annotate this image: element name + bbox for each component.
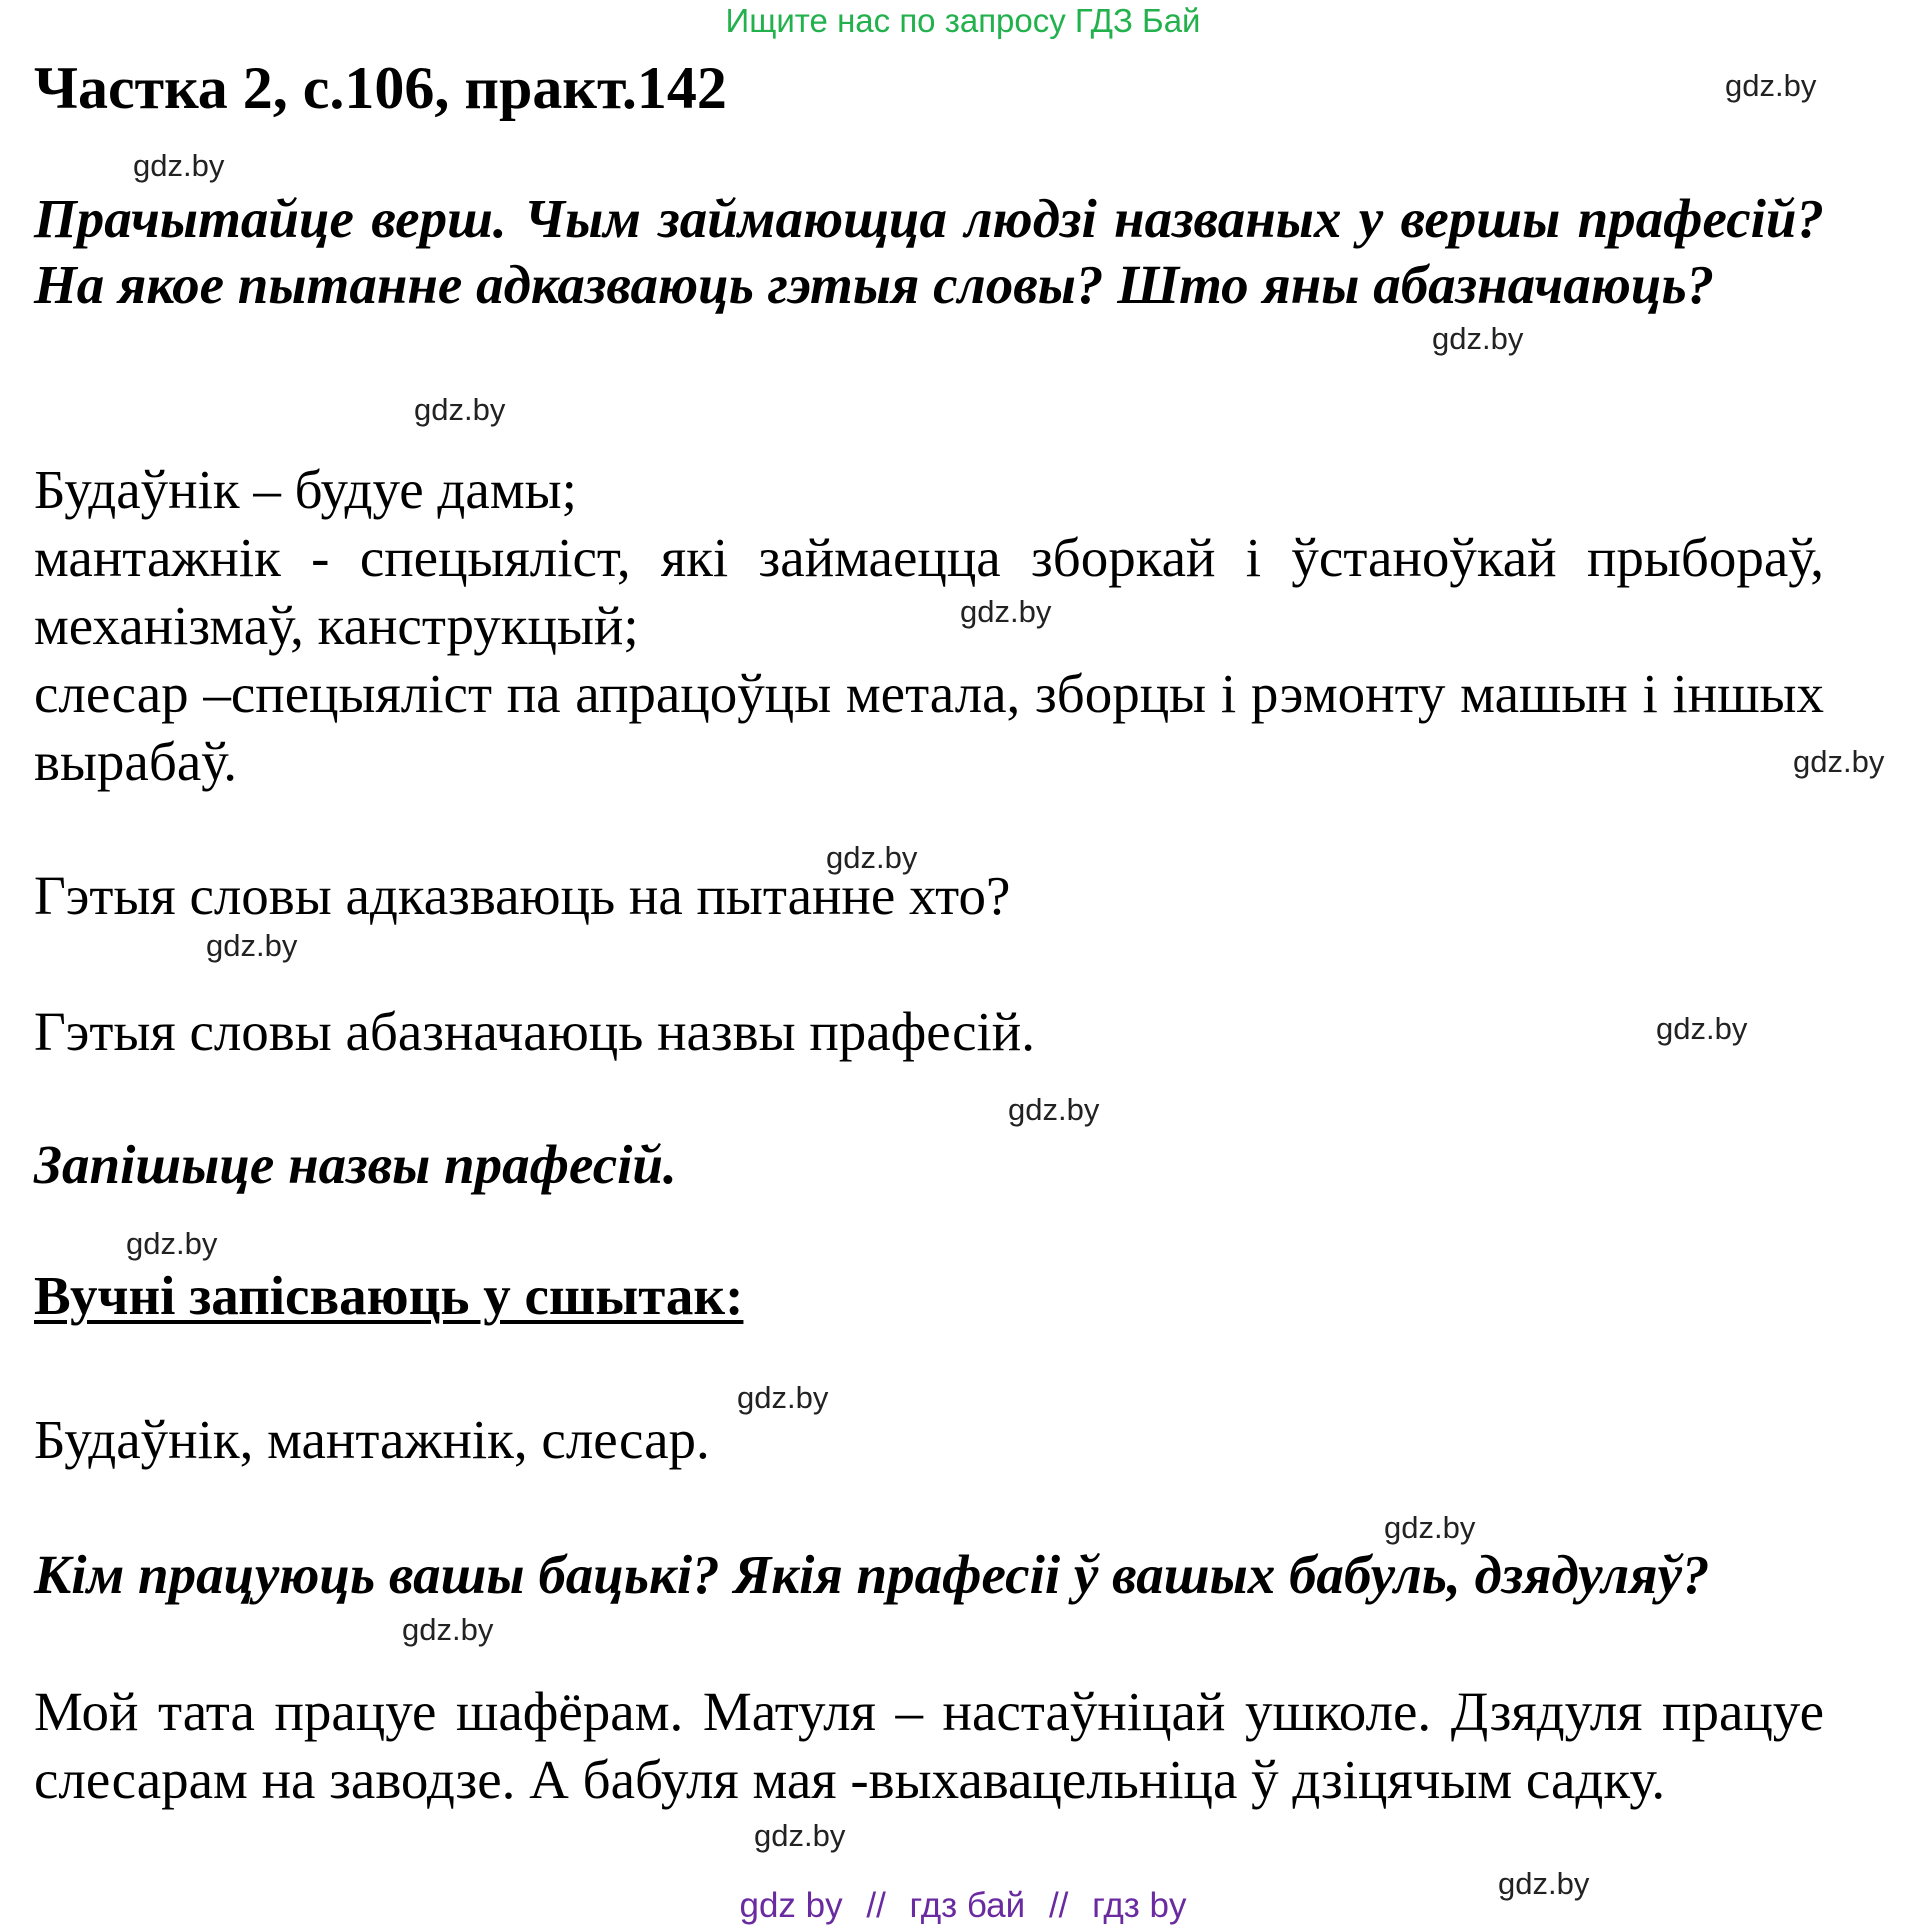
answer-line: мантажнік - спецыяліст, які займаецца зборкай і ўстаноўкай прыбораў, механізмаў, канструкцый; [34, 527, 1824, 656]
watermark: gdz.by [1656, 1011, 1748, 1046]
task-instruction-3: Кім працуюць вашы бацькі? Якія прафесіі ў вашых бабуль, дзядуляў? [34, 1544, 1710, 1605]
watermark: gdz.by [1498, 1866, 1590, 1901]
answer-professions: Будаўнік, мантажнік, слесар. [34, 1409, 710, 1470]
answer-meaning: Гэтыя словы абазначаюць назвы прафесій. [34, 1001, 1035, 1062]
section-heading: Вучні запісваюць у сшытак: [34, 1265, 744, 1326]
watermark: gdz.by [1793, 744, 1885, 779]
task-instruction-2: Запішыце назвы прафесій. [34, 1134, 677, 1195]
footer-separator: // [1048, 1886, 1069, 1925]
watermark: gdz.by [1725, 68, 1817, 103]
watermark: gdz.by [826, 840, 918, 875]
answer-question: Гэтыя словы адказваюць на пытанне хто? [34, 865, 1011, 926]
watermark: gdz.by [126, 1226, 218, 1261]
footer-link[interactable]: гдз by [1092, 1886, 1187, 1925]
answer-line: Будаўнік – будуе дамы; [34, 459, 577, 520]
promo-banner: Ищите нас по запросу ГДЗ Бай [725, 2, 1201, 39]
footer-separator: // [866, 1886, 886, 1925]
watermark: gdz.by [206, 928, 298, 963]
footer-link[interactable]: гдз бай [909, 1886, 1026, 1925]
task-instruction-1: Прачытайце верш. Чым займающца людзі названых у вершы прафесій? На якое пытанне адказваюць гэтыя словы? Што яны абазначаюць? [34, 188, 1824, 315]
watermark: gdz.by [737, 1380, 829, 1415]
watermark: gdz.by [133, 148, 225, 183]
page-title: Частка 2, с.106, практ.142 [34, 55, 727, 121]
answer-line: слесар –спецыяліст па апрацоўцы метала, зборцы і рэмонту машын і іншых вырабаў. [34, 663, 1824, 792]
watermark: gdz.by [414, 392, 506, 427]
watermark: gdz.by [402, 1612, 494, 1647]
footer-link[interactable]: gdz by [739, 1886, 843, 1925]
watermark: gdz.by [754, 1818, 846, 1853]
watermark: gdz.by [1384, 1510, 1476, 1545]
footer-links [0, 1886, 1926, 1926]
answer-parents: Мой тата працуе шафёрам. Матуля – настаўніцай ушколе. Дзядуля працуе слесарам на заводзе. А бабуля мая -выхавацельніца ў дзіцячым садку. [34, 1681, 1824, 1810]
watermark: gdz.by [1008, 1092, 1100, 1127]
watermark: gdz.by [960, 594, 1052, 629]
watermark: gdz.by [1432, 321, 1524, 356]
